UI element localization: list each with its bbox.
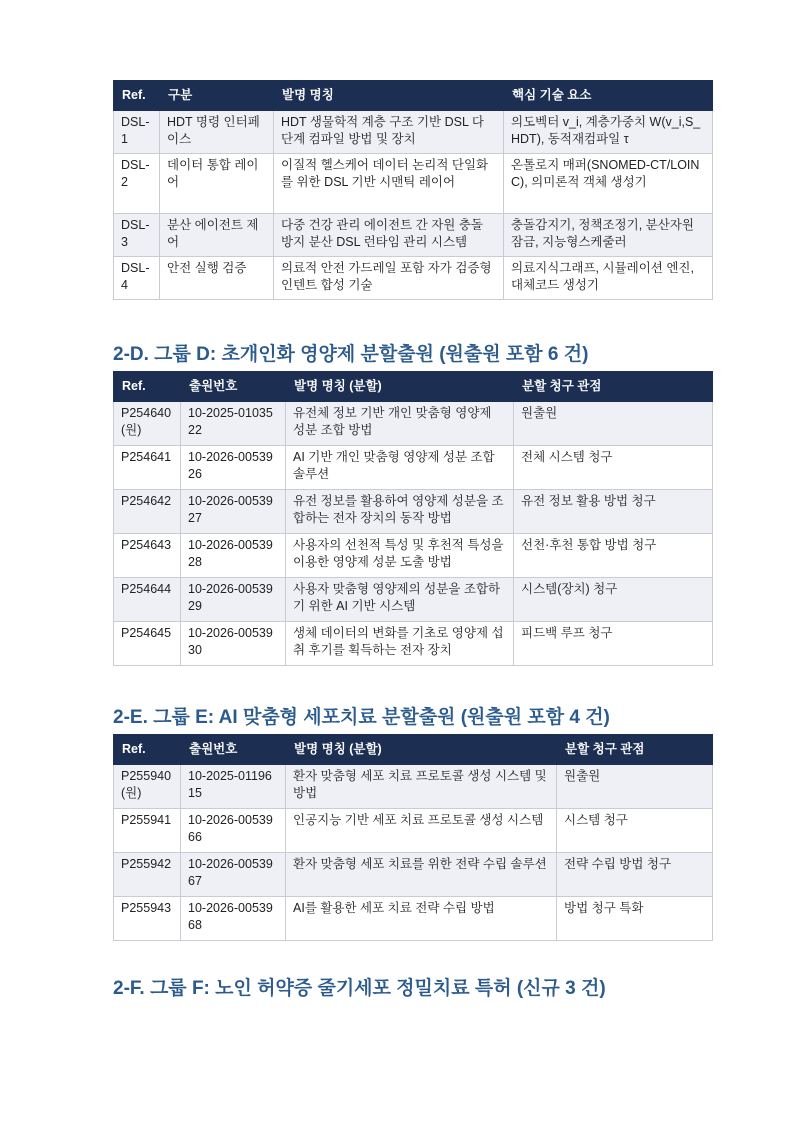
table-row xyxy=(114,154,713,214)
cell-ref: DSL-4 xyxy=(114,257,160,300)
col-header-invention-title: 발명 명칭 xyxy=(274,81,504,111)
table-row xyxy=(114,402,713,446)
cell-application-no: 10-2025-0103522 xyxy=(181,402,286,446)
col-header-claim-view: 분할 청구 관점 xyxy=(514,372,713,402)
cell-ref: P254643 xyxy=(114,534,181,578)
table-row xyxy=(114,111,713,154)
cell-title: 환자 맞춤형 세포 치료 프로토콜 생성 시스템 및 방법 xyxy=(286,765,557,809)
cell-ref: DSL-2 xyxy=(114,154,160,214)
cell-ref: P254644 xyxy=(114,578,181,622)
cell-title: 사용자의 선천적 특성 및 후천적 특성을 이용한 영양제 성분 도출 방법 xyxy=(286,534,514,578)
cell-application-no: 10-2026-0053926 xyxy=(181,446,286,490)
cell-application-no: 10-2026-0053967 xyxy=(181,853,286,897)
col-header-key-tech: 핵심 기술 요소 xyxy=(504,81,713,111)
cell-tech: 온톨로지 매퍼(SNOMED-CT/LOINC), 의미론적 객체 생성기 xyxy=(504,154,713,214)
cell-application-no: 10-2025-0119615 xyxy=(181,765,286,809)
cell-category: HDT 명령 인터페이스 xyxy=(160,111,274,154)
cell-application-no: 10-2026-0053966 xyxy=(181,809,286,853)
table-row xyxy=(114,809,713,853)
cell-title: AI를 활용한 세포 치료 전략 수립 방법 xyxy=(286,897,557,941)
section-e-heading: 2-E. 그룹 E: AI 맞춤형 세포치료 분할출원 (원출원 포함 4 건) xyxy=(113,707,610,728)
cell-claim: 시스템(장치) 청구 xyxy=(514,578,713,622)
cell-title: 다중 건강 관리 에이전트 간 자원 충돌 방지 분산 DSL 런타임 관리 시스템 xyxy=(274,214,504,257)
table-row xyxy=(114,257,713,300)
table-row xyxy=(114,446,713,490)
cell-title: 환자 맞춤형 세포 치료를 위한 전략 수립 솔루션 xyxy=(286,853,557,897)
cell-application-no: 10-2026-0053927 xyxy=(181,490,286,534)
table-row xyxy=(114,765,713,809)
table-row xyxy=(114,897,713,941)
cell-ref: P255943 xyxy=(114,897,181,941)
table-row xyxy=(114,622,713,666)
table-group-e xyxy=(113,734,713,941)
cell-tech: 의도벡터 v_i, 계층가중치 W(v_i,S_HDT), 동적재컴파일 τ xyxy=(504,111,713,154)
cell-ref: DSL-3 xyxy=(114,214,160,257)
table-row xyxy=(114,853,713,897)
cell-ref: P255941 xyxy=(114,809,181,853)
col-header-ref: Ref. xyxy=(114,735,181,765)
col-header-category: 구분 xyxy=(160,81,274,111)
cell-category: 분산 에이전트 제어 xyxy=(160,214,274,257)
cell-claim: 전략 수립 방법 청구 xyxy=(557,853,713,897)
cell-tech: 충돌감지기, 정책조정기, 분산자원잠금, 지능형스케줄러 xyxy=(504,214,713,257)
cell-application-no: 10-2026-0053928 xyxy=(181,534,286,578)
table-header-row xyxy=(114,372,713,402)
col-header-invention-title: 발명 명칭 (분할) xyxy=(286,372,514,402)
section-f-heading: 2-F. 그룹 F: 노인 허약증 줄기세포 정밀치료 특허 (신규 3 건) xyxy=(113,978,606,999)
cell-claim: 시스템 청구 xyxy=(557,809,713,853)
cell-title: 생체 데이터의 변화를 기초로 영양제 섭취 후기를 획득하는 전자 장치 xyxy=(286,622,514,666)
cell-claim: 방법 청구 특화 xyxy=(557,897,713,941)
section-d-heading: 2-D. 그룹 D: 초개인화 영양제 분할출원 (원출원 포함 6 건) xyxy=(113,344,589,365)
cell-title: HDT 생물학적 계층 구조 기반 DSL 다단계 컴파일 방법 및 장치 xyxy=(274,111,504,154)
cell-title: 유전 정보를 활용하여 영양제 성분을 조합하는 전자 장치의 동작 방법 xyxy=(286,490,514,534)
cell-application-no: 10-2026-0053968 xyxy=(181,897,286,941)
col-header-claim-view: 분할 청구 관점 xyxy=(557,735,713,765)
col-header-ref: Ref. xyxy=(114,372,181,402)
cell-ref: P254642 xyxy=(114,490,181,534)
col-header-application-no: 출원번호 xyxy=(181,735,286,765)
cell-title: AI 기반 개인 맞춤형 영양제 성분 조합 솔루션 xyxy=(286,446,514,490)
table-row xyxy=(114,214,713,257)
table-row xyxy=(114,534,713,578)
cell-ref: P254640 (원) xyxy=(114,402,181,446)
cell-application-no: 10-2026-0053929 xyxy=(181,578,286,622)
cell-title: 인공지능 기반 세포 치료 프로토콜 생성 시스템 xyxy=(286,809,557,853)
cell-ref: P255942 xyxy=(114,853,181,897)
table-row xyxy=(114,578,713,622)
cell-ref: DSL-1 xyxy=(114,111,160,154)
table-header-row xyxy=(114,735,713,765)
cell-claim: 선천·후천 통합 방법 청구 xyxy=(514,534,713,578)
table-dsl xyxy=(113,80,713,300)
table-group-d xyxy=(113,371,713,666)
table-header-row xyxy=(114,81,713,111)
cell-title: 사용자 맞춤형 영양제의 성분을 조합하기 위한 AI 기반 시스템 xyxy=(286,578,514,622)
cell-tech: 의료지식그래프, 시뮬레이션 엔진, 대체코드 생성기 xyxy=(504,257,713,300)
cell-ref: P254641 xyxy=(114,446,181,490)
cell-category: 데이터 통합 레이어 xyxy=(160,154,274,214)
cell-title: 이질적 헬스케어 데이터 논리적 단일화를 위한 DSL 기반 시맨틱 레이어 xyxy=(274,154,504,214)
cell-claim: 전체 시스템 청구 xyxy=(514,446,713,490)
table-row xyxy=(114,490,713,534)
cell-ref: P255940 (원) xyxy=(114,765,181,809)
cell-claim: 원출원 xyxy=(514,402,713,446)
cell-title: 의료적 안전 가드레일 포함 자가 검증형 인텐트 합성 기술 xyxy=(274,257,504,300)
cell-category: 안전 실행 검증 xyxy=(160,257,274,300)
cell-application-no: 10-2026-0053930 xyxy=(181,622,286,666)
col-header-application-no: 출원번호 xyxy=(181,372,286,402)
col-header-invention-title: 발명 명칭 (분할) xyxy=(286,735,557,765)
cell-ref: P254645 xyxy=(114,622,181,666)
cell-title: 유전체 정보 기반 개인 맞춤형 영양제 성분 조합 방법 xyxy=(286,402,514,446)
cell-claim: 유전 정보 활용 방법 청구 xyxy=(514,490,713,534)
cell-claim: 피드백 루프 청구 xyxy=(514,622,713,666)
cell-claim: 원출원 xyxy=(557,765,713,809)
col-header-ref: Ref. xyxy=(114,81,160,111)
